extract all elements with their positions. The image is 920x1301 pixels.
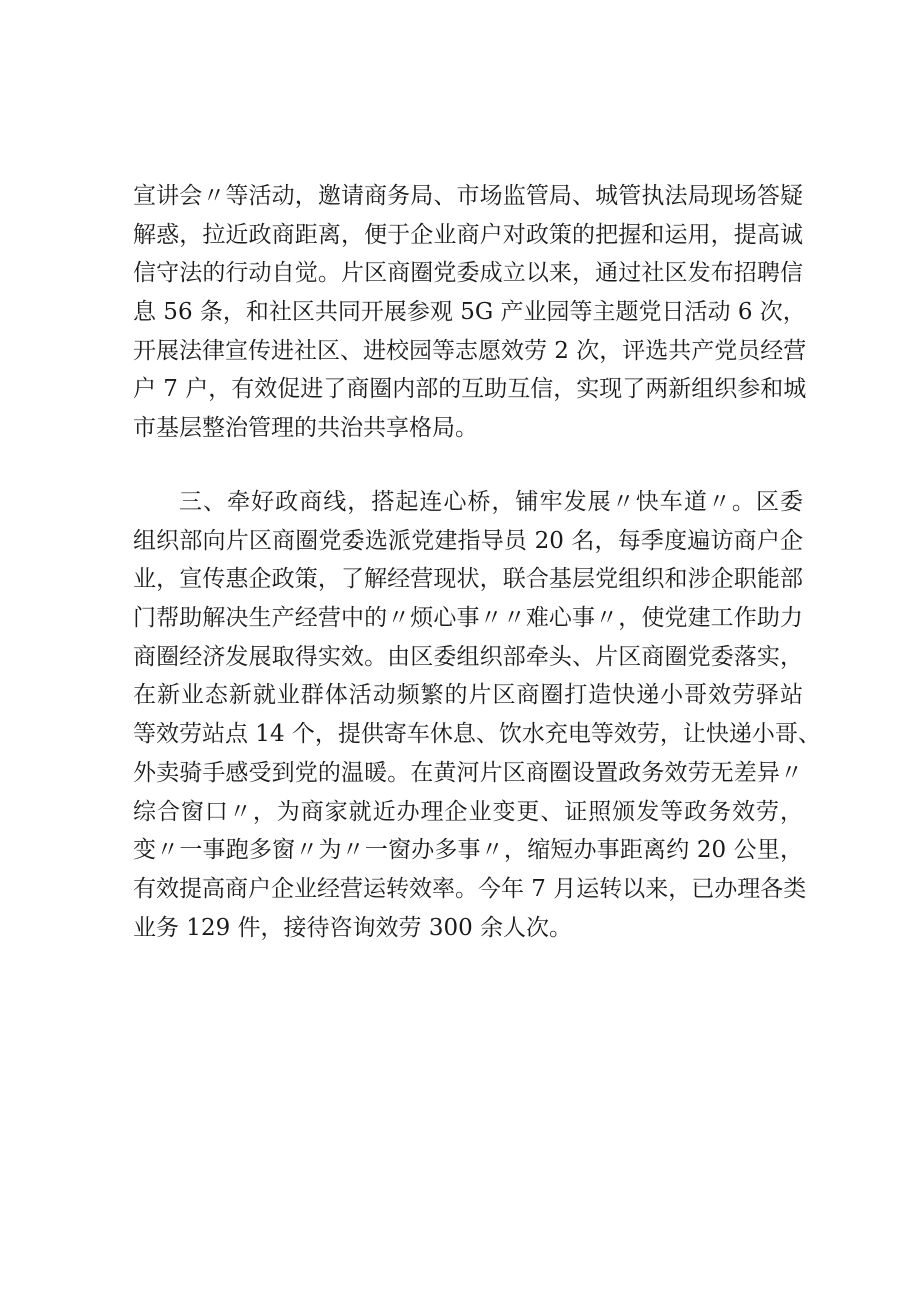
paragraph-line: 宣讲会〃等活动，邀请商务局、市场监管局、城管执法局现场答疑 <box>133 183 803 209</box>
paragraph-line: 业，宣传惠企政策，了解经营现状，联合基层党组织和涉企职能部 <box>133 566 803 593</box>
paragraph-line: 等效劳站点 14 个，提供寄车休息、饮水充电等效劳，让快递小哥、 <box>133 721 821 748</box>
paragraph-line: 外卖骑手感受到党的温暖。在黄河片区商圈设置政务效劳无差异〃 <box>133 759 803 786</box>
paragraph-line: 商圈经济发展取得实效。由区委组织部牵头、片区商圈党委落实， <box>133 643 803 670</box>
paragraph-2 <box>133 483 821 947</box>
paragraph-line: 组织部向片区商圈党委选派党建指导员 20 名，每季度遍访商户企 <box>133 527 803 554</box>
paragraph-line: 市基层整治管理的共治共享格局。 <box>133 415 478 442</box>
paragraph-1 <box>133 177 807 448</box>
paragraph-line: 开展法律宣传进社区、进校园等志愿效劳 2 次，评选共产党员经营 <box>133 337 807 364</box>
paragraph-line: 业务 129 件，接待咨询效劳 300 余人次。 <box>133 914 573 941</box>
paragraph-line: 有效提高商户企业经营运转效率。今年 7 月运转以来，已办理各类 <box>133 875 807 902</box>
paragraph-line: 变〃一事跑多窗〃为〃一窗办多事〃，缩短办事距离约 20 公里， <box>133 837 803 864</box>
paragraph-line: 综合窗口〃，为商家就近办理企业变更、证照颁发等政务效劳， <box>133 798 803 825</box>
paragraph-line: 在新业态新就业群体活动频繁的片区商圈打造快递小哥效劳驿站 <box>133 682 803 709</box>
paragraph-line: 息 56 条，和社区共同开展参观 5G 产业园等主题党日活动 6 次， <box>133 299 806 326</box>
paragraph-line: 解惑，拉近政商距离，便于企业商户对政策的把握和运用，提高诚 <box>133 221 803 248</box>
paragraph-line: 信守法的行动自觉。片区商圈党委成立以来，通过社区发布招聘信 <box>133 260 803 287</box>
paragraph-line: 户 7 户，有效促进了商圈内部的互助互信，实现了两新组织参和城 <box>133 376 807 403</box>
paragraph-line: 三、牵好政商线，搭起连心桥，铺牢发展〃快车道〃。区委 <box>179 489 803 515</box>
paragraph-line: 门帮助解决生产经营中的〃烦心事〃〃难心事〃，使党建工作助力 <box>133 605 803 632</box>
